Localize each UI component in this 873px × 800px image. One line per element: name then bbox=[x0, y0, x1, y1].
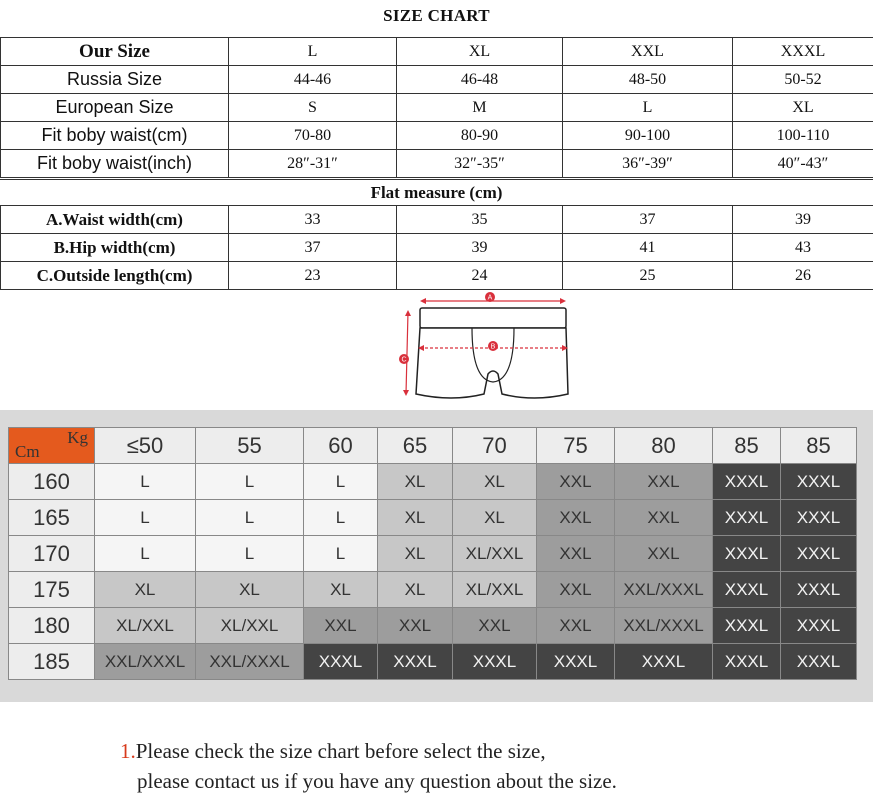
grid-size-cell: XL bbox=[453, 464, 537, 500]
note-number: 1. bbox=[120, 739, 136, 763]
flat-cell: 37 bbox=[229, 234, 397, 262]
flat-row bbox=[1, 234, 873, 262]
size-cell: L bbox=[563, 94, 733, 122]
grid-size-cell: XXXL bbox=[713, 500, 781, 536]
grid-row bbox=[9, 644, 857, 680]
grid-size-cell: XL bbox=[453, 500, 537, 536]
weight-header: 85 bbox=[781, 428, 857, 464]
grid-size-cell: XXL/XXXL bbox=[615, 572, 713, 608]
grid-size-cell: L bbox=[196, 500, 304, 536]
size-cell: XL bbox=[733, 94, 873, 122]
size-cell: 100-110 bbox=[733, 122, 873, 150]
size-cell: 44-46 bbox=[229, 66, 397, 94]
grid-size-cell: XL/XXL bbox=[453, 572, 537, 608]
grid-size-cell: XL bbox=[378, 464, 453, 500]
size-cell: L bbox=[229, 38, 397, 66]
weight-header: ≤50 bbox=[95, 428, 196, 464]
weight-header: 80 bbox=[615, 428, 713, 464]
grid-size-cell: XL bbox=[304, 572, 378, 608]
size-row bbox=[1, 94, 873, 122]
size-cell: 46-48 bbox=[397, 66, 563, 94]
size-cell: 48-50 bbox=[563, 66, 733, 94]
size-row-label: Our Size bbox=[1, 38, 229, 66]
grid-size-cell: XXL bbox=[537, 572, 615, 608]
flat-cell: 23 bbox=[229, 262, 397, 290]
grid-size-cell: L bbox=[95, 536, 196, 572]
grid-size-cell: XL bbox=[95, 572, 196, 608]
size-row bbox=[1, 66, 873, 94]
height-header: 180 bbox=[9, 608, 95, 644]
grid-size-cell: XXXL bbox=[713, 644, 781, 680]
grid-size-cell: XXL bbox=[537, 608, 615, 644]
corner-kg-label: Kg bbox=[67, 428, 88, 447]
size-row bbox=[1, 38, 873, 66]
grid-size-cell: XXL bbox=[304, 608, 378, 644]
marker-a-label: A bbox=[487, 294, 493, 302]
grid-size-cell: XXL/XXXL bbox=[95, 644, 196, 680]
flat-cell: 39 bbox=[397, 234, 563, 262]
size-cell: 50-52 bbox=[733, 66, 873, 94]
height-header: 160 bbox=[9, 464, 95, 500]
flat-measure-title: Flat measure (cm) bbox=[0, 179, 873, 206]
grid-size-cell: XXXL bbox=[304, 644, 378, 680]
grid-size-cell: XXXL bbox=[378, 644, 453, 680]
grid-size-cell: XXXL bbox=[713, 536, 781, 572]
flat-cell: 33 bbox=[229, 206, 397, 234]
size-cell: 90-100 bbox=[563, 122, 733, 150]
grid-size-cell: XL bbox=[196, 572, 304, 608]
flat-measure-table bbox=[0, 205, 873, 290]
size-row-label: European Size bbox=[1, 94, 229, 122]
grid-size-cell: XL/XXL bbox=[196, 608, 304, 644]
grid-corner bbox=[9, 428, 95, 464]
size-row bbox=[1, 122, 873, 150]
height-header: 165 bbox=[9, 500, 95, 536]
flat-row-label: B.Hip width(cm) bbox=[1, 234, 229, 262]
size-row-label: Fit boby waist(cm) bbox=[1, 122, 229, 150]
grid-size-cell: XXXL bbox=[781, 464, 857, 500]
grid-row bbox=[9, 536, 857, 572]
size-chart-title: SIZE CHART bbox=[383, 6, 490, 25]
size-note bbox=[120, 736, 617, 796]
grid-size-cell: XXXL bbox=[781, 536, 857, 572]
flat-cell: 39 bbox=[733, 206, 873, 234]
grid-size-cell: XXL bbox=[453, 608, 537, 644]
grid-row bbox=[9, 572, 857, 608]
grid-size-cell: XXXL bbox=[781, 500, 857, 536]
grid-size-cell: XXL bbox=[537, 536, 615, 572]
grid-size-cell: XXL bbox=[378, 608, 453, 644]
grid-size-cell: XXL bbox=[537, 500, 615, 536]
size-cell: M bbox=[397, 94, 563, 122]
grid-size-cell: XL bbox=[378, 536, 453, 572]
grid-size-cell: XXXL bbox=[713, 572, 781, 608]
grid-size-cell: XXL/XXXL bbox=[615, 608, 713, 644]
size-cell: 40″-43″ bbox=[733, 150, 873, 178]
weight-header: 85 bbox=[713, 428, 781, 464]
flat-cell: 24 bbox=[397, 262, 563, 290]
note-line-1: Please check the size chart before select the size, bbox=[135, 739, 546, 763]
size-row-label: Fit boby waist(inch) bbox=[1, 150, 229, 178]
grid-size-cell: L bbox=[304, 500, 378, 536]
grid-size-cell: XXXL bbox=[781, 572, 857, 608]
size-row bbox=[1, 150, 873, 178]
weight-header: 60 bbox=[304, 428, 378, 464]
grid-size-cell: XXL bbox=[537, 464, 615, 500]
grid-size-cell: XXL bbox=[615, 536, 713, 572]
marker-c-label: C bbox=[401, 356, 407, 364]
grid-size-cell: XL/XXL bbox=[453, 536, 537, 572]
size-cell: 32″-35″ bbox=[397, 150, 563, 178]
weight-header: 70 bbox=[453, 428, 537, 464]
flat-row-label: A.Waist width(cm) bbox=[1, 206, 229, 234]
grid-size-cell: XL bbox=[378, 500, 453, 536]
grid-size-cell: L bbox=[304, 536, 378, 572]
flat-cell: 35 bbox=[397, 206, 563, 234]
size-row-label: Russia Size bbox=[1, 66, 229, 94]
grid-size-cell: XXXL bbox=[537, 644, 615, 680]
grid-size-cell: L bbox=[95, 464, 196, 500]
grid-size-cell: XXXL bbox=[781, 608, 857, 644]
size-cell: XXXL bbox=[733, 38, 873, 66]
grid-row bbox=[9, 608, 857, 644]
size-table bbox=[0, 37, 873, 178]
flat-cell: 43 bbox=[733, 234, 873, 262]
grid-size-cell: XXL/XXXL bbox=[196, 644, 304, 680]
grid-row bbox=[9, 500, 857, 536]
grid-size-cell: L bbox=[95, 500, 196, 536]
grid-size-cell: XXXL bbox=[453, 644, 537, 680]
size-cell: 28″-31″ bbox=[229, 150, 397, 178]
marker-b-label: B bbox=[490, 343, 496, 351]
size-cell: 70-80 bbox=[229, 122, 397, 150]
grid-size-cell: XL/XXL bbox=[95, 608, 196, 644]
flat-cell: 25 bbox=[563, 262, 733, 290]
grid-size-cell: XXXL bbox=[615, 644, 713, 680]
weight-header: 65 bbox=[378, 428, 453, 464]
size-cell: XL bbox=[397, 38, 563, 66]
size-cell: XXL bbox=[563, 38, 733, 66]
weight-header: 75 bbox=[537, 428, 615, 464]
grid-size-cell: XXXL bbox=[713, 608, 781, 644]
flat-row-label: C.Outside length(cm) bbox=[1, 262, 229, 290]
flat-cell: 37 bbox=[563, 206, 733, 234]
corner-cm-label: Cm bbox=[15, 442, 40, 461]
grid-row bbox=[9, 464, 857, 500]
height-header: 185 bbox=[9, 644, 95, 680]
grid-size-cell: XXL bbox=[615, 464, 713, 500]
flat-row bbox=[1, 206, 873, 234]
grid-size-cell: L bbox=[196, 464, 304, 500]
flat-cell: 26 bbox=[733, 262, 873, 290]
weight-height-grid bbox=[8, 427, 857, 680]
grid-size-cell: XXL bbox=[615, 500, 713, 536]
flat-cell: 41 bbox=[563, 234, 733, 262]
grid-size-cell: XXXL bbox=[713, 464, 781, 500]
size-cell: 80-90 bbox=[397, 122, 563, 150]
height-header: 170 bbox=[9, 536, 95, 572]
grid-size-cell: L bbox=[304, 464, 378, 500]
size-cell: S bbox=[229, 94, 397, 122]
weight-header: 55 bbox=[196, 428, 304, 464]
size-cell: 36″-39″ bbox=[563, 150, 733, 178]
grid-size-cell: L bbox=[196, 536, 304, 572]
height-header: 175 bbox=[9, 572, 95, 608]
briefs-measure-diagram bbox=[392, 290, 592, 410]
note-line-2: please contact us if you have any question about the size. bbox=[137, 769, 617, 793]
flat-row bbox=[1, 262, 873, 290]
grid-size-cell: XL bbox=[378, 572, 453, 608]
grid-size-cell: XXXL bbox=[781, 644, 857, 680]
